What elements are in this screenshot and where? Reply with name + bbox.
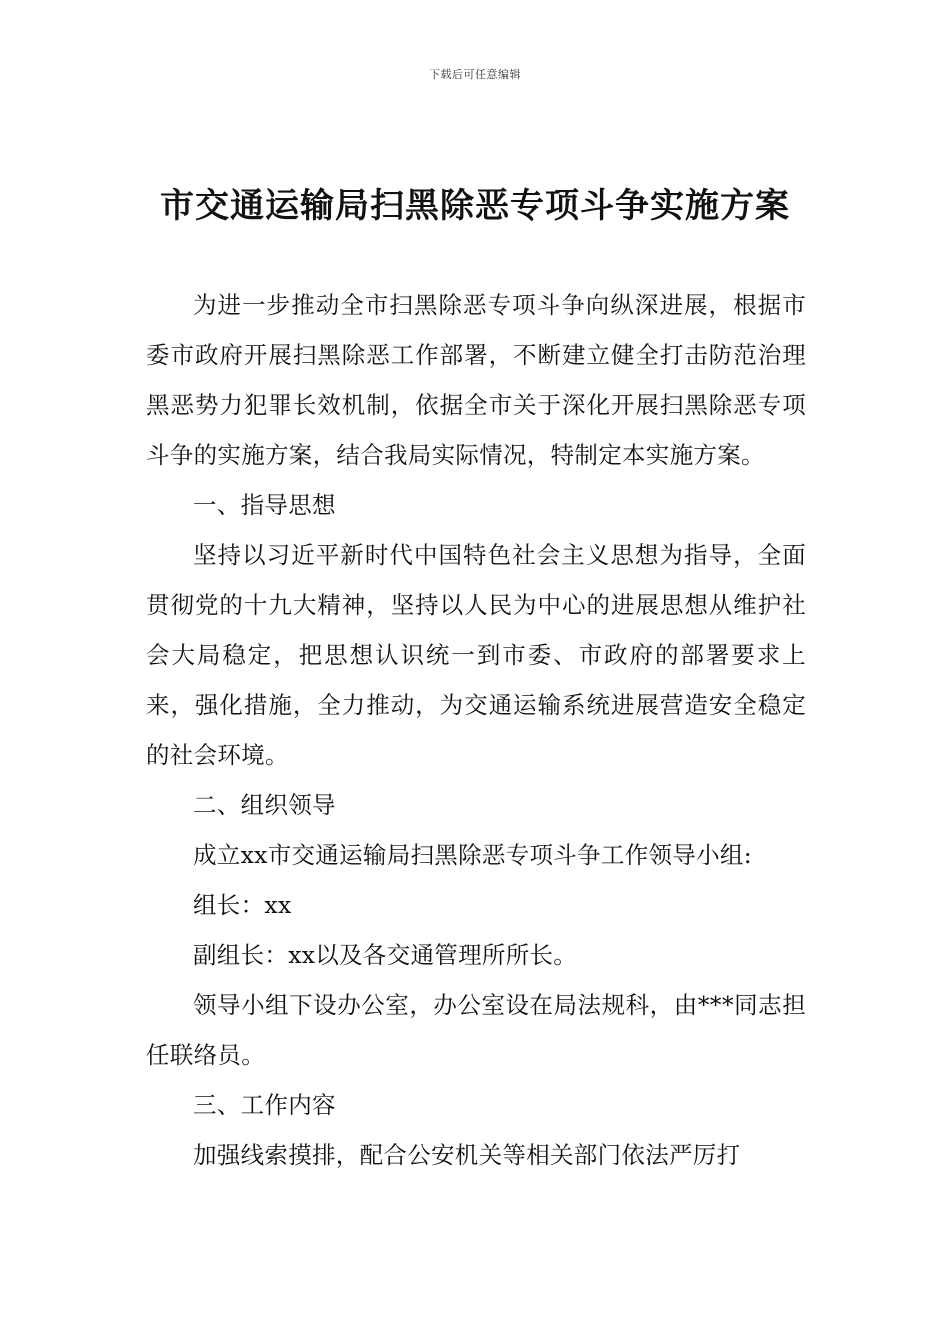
paragraph-intro: 为进一步推动全市扫黑除恶专项斗争向纵深进展，根据市委市政府开展扫黑除恶工作部署，不断建立健全打击防范治理黑恶势力犯罪长效机制，依据全市关于深化开展扫黑除恶专项斗争的实施方案，结合我局实际情况，特制定本实施方案。 <box>146 291 806 469</box>
document-body <box>146 280 806 1180</box>
paragraph-work-content: 加强线索摸排，配合公安机关等相关部门依法严厉打 <box>193 1141 741 1169</box>
section-heading-organization: 二、组织领导 <box>193 791 336 819</box>
section-heading-guiding-thought: 一、指导思想 <box>193 491 336 519</box>
paragraph-deputy-leader: 副组长：xx以及各交通管理所所长。 <box>193 941 578 969</box>
section-heading-work-content: 三、工作内容 <box>193 1091 336 1119</box>
paragraph-guiding-thought: 坚持以习近平新时代中国特色社会主义思想为指导，全面贯彻党的十九大精神，坚持以人民为中心的进展思想从维护社会大局稳定，把思想认识统一到市委、市政府的部署要求上来，强化措施，全力推动，为交通运输系统进展营造安全稳定的社会环境。 <box>146 541 806 769</box>
document-title: 市交通运输局扫黑除恶专项斗争实施方案 <box>160 186 790 226</box>
paragraph-leading-group: 成立xx市交通运输局扫黑除恶专项斗争工作领导小组: <box>193 841 752 869</box>
header-note: 下载后可任意编辑 <box>429 68 521 81</box>
paragraph-group-leader: 组长：xx <box>193 891 292 919</box>
paragraph-office: 领导小组下设办公室，办公室设在局法规科，由***同志担任联络员。 <box>146 991 806 1069</box>
